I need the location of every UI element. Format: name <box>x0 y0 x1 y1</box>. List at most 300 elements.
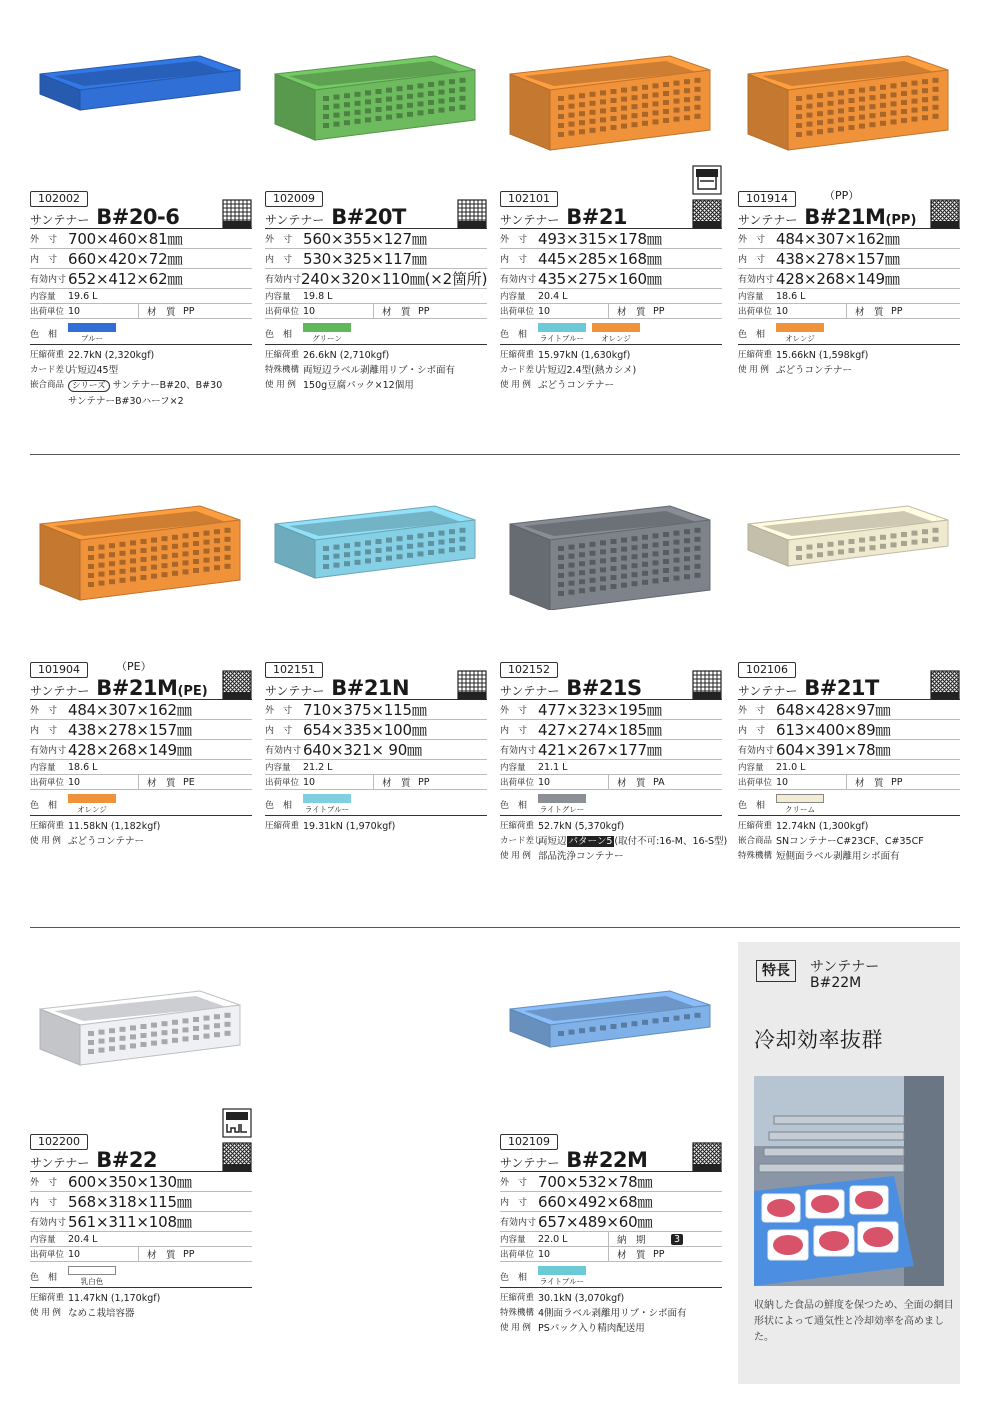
code-row <box>738 658 960 676</box>
unit-label: 出荷単位 <box>738 307 773 317</box>
unit-label: 出荷単位 <box>500 1250 535 1260</box>
lightblue-crate-image <box>265 480 487 610</box>
dimension-value: 560×355×127㎜ <box>303 230 427 248</box>
info-row <box>30 348 252 363</box>
capacity-row <box>500 1232 722 1247</box>
product-card <box>30 1130 252 1321</box>
info-label: 圧縮荷重 <box>30 1293 65 1303</box>
dimension-label: 内 寸 <box>500 255 528 265</box>
unit-row <box>265 775 487 790</box>
info-row <box>738 363 960 378</box>
product-card <box>265 187 487 393</box>
product-photo <box>30 965 252 1095</box>
code-row <box>500 187 722 205</box>
unit-value: 10 <box>303 305 316 317</box>
product-code: 102002 <box>30 191 88 207</box>
material-label: 材 質 <box>382 307 411 318</box>
capacity-value: 18.6 L <box>68 761 98 773</box>
product-photo <box>265 30 487 160</box>
dimension-row <box>30 1212 252 1232</box>
info-value-wrap <box>776 348 868 363</box>
info-row <box>500 834 728 849</box>
info-label: 特殊機構 <box>738 851 773 861</box>
dimension-label: 有効内寸 <box>265 275 302 285</box>
capacity-value: 19.6 L <box>68 290 98 302</box>
info-list <box>500 816 728 864</box>
dimension-label: 有効内寸 <box>738 746 775 756</box>
material-value: PE <box>183 776 195 788</box>
product-photo <box>738 30 960 160</box>
dimension-value: 438×278×157㎜ <box>776 250 900 268</box>
diagonal-mesh-icon <box>222 670 252 700</box>
dimension-label: 内 寸 <box>30 726 58 736</box>
dimension-value: 530×325×117㎜ <box>303 250 427 268</box>
dimension-label: 有効内寸 <box>500 1218 537 1228</box>
dimension-value: 710×375×115㎜ <box>303 701 427 719</box>
color-name: クリーム <box>785 805 815 814</box>
info-list <box>265 816 487 834</box>
capacity-row <box>500 760 722 775</box>
grid-mesh-icon <box>692 670 722 700</box>
dimension-row <box>265 269 487 289</box>
info-label: 圧縮荷重 <box>500 1293 535 1303</box>
color-swatch <box>68 1266 116 1287</box>
product-photo <box>500 30 722 160</box>
dimension-row <box>30 1172 252 1192</box>
capacity-row <box>30 1232 252 1247</box>
dimension-value: 561×311×108㎜ <box>68 1213 192 1231</box>
color-row <box>265 319 487 345</box>
info-value: 15.97kN (1,630kgf) <box>538 350 631 361</box>
dimension-value: 484×307×162㎜ <box>68 701 192 719</box>
info-value-wrap <box>538 363 636 378</box>
color-row <box>738 319 960 345</box>
unit-label: 出荷単位 <box>500 307 535 317</box>
dimension-value: 640×321× 90㎜ <box>303 741 422 759</box>
product-card <box>30 187 252 409</box>
info-value-wrap <box>303 819 395 834</box>
dimension-label: 外 寸 <box>30 235 58 245</box>
product-title <box>30 676 252 700</box>
white-crate-image <box>30 965 252 1095</box>
info-label: 嵌合商品 <box>738 836 773 846</box>
dimension-label: 有効内寸 <box>30 1218 67 1228</box>
pattern-tag: パターン5 <box>568 836 613 847</box>
feature-product-name <box>810 959 879 991</box>
material-note: （PP） <box>824 189 860 202</box>
dimension-value: 493×315×178㎜ <box>538 230 662 248</box>
info-value: 12.74kN (1,300kgf) <box>776 821 869 832</box>
info-row <box>500 819 722 834</box>
product-card <box>500 658 728 864</box>
material-label: 材 質 <box>855 778 884 789</box>
unit-value: 10 <box>303 776 316 788</box>
product-name: B#20-6 <box>89 205 180 229</box>
product-code: 102151 <box>265 662 323 678</box>
dimension-label: 外 寸 <box>265 706 293 716</box>
unit-row <box>500 304 722 319</box>
info-label: 圧縮荷重 <box>30 821 65 831</box>
unit-row <box>738 304 960 319</box>
gray-crate-image <box>500 480 722 610</box>
info-label: 使 用 例 <box>500 851 531 861</box>
feature-photo <box>754 1076 944 1286</box>
capacity-row <box>30 289 252 304</box>
dimension-row <box>265 740 487 760</box>
info-value: サンテナーB#20、B#30 <box>112 380 223 391</box>
product-card <box>265 658 487 834</box>
material-note: （PE） <box>116 660 152 673</box>
material-label: 材 質 <box>617 778 646 789</box>
product-title <box>738 205 960 229</box>
dimension-row <box>738 720 960 740</box>
dimension-label: 外 寸 <box>30 1178 58 1188</box>
unit-value: 10 <box>68 1248 81 1260</box>
color-bar <box>68 1266 116 1275</box>
capacity-label: 内容量 <box>30 292 56 302</box>
color-swatch <box>538 1266 586 1287</box>
unit-label: 出荷単位 <box>30 307 65 317</box>
capacity-row <box>30 760 252 775</box>
info-row <box>738 834 960 849</box>
color-swatch <box>776 794 824 815</box>
cell-divider <box>373 775 374 790</box>
info-row <box>500 378 722 393</box>
info-list <box>500 345 722 393</box>
info-value-wrap <box>68 363 118 378</box>
info-value-wrap <box>303 378 414 393</box>
color-bar <box>592 323 640 332</box>
capacity-label: 内容量 <box>30 763 56 773</box>
code-row <box>500 1130 722 1148</box>
color-swatch <box>68 323 116 344</box>
info-row <box>738 849 960 864</box>
capacity-label: 内容量 <box>30 1235 56 1245</box>
info-list <box>500 1288 722 1336</box>
material-value: PP <box>418 776 430 788</box>
dimension-value: 435×275×160㎜ <box>538 270 662 288</box>
dimension-value: 604×391×78㎜ <box>776 741 891 759</box>
dimension-value: 438×278×157㎜ <box>68 721 192 739</box>
product-prefix: サンテナー <box>30 1156 90 1170</box>
dimension-value: 428×268×149㎜ <box>776 270 900 288</box>
product-code: 102109 <box>500 1134 558 1150</box>
color-label: 色 相 <box>500 330 528 340</box>
info-value: 30.1kN (3,070kgf) <box>538 1293 625 1304</box>
color-label: 色 相 <box>265 330 293 340</box>
info-row <box>500 1291 722 1306</box>
capacity-row <box>500 289 722 304</box>
info-value: 52.7kN (5,370kgf) <box>538 821 625 832</box>
material-label: 材 質 <box>147 778 176 789</box>
product-card <box>500 1130 722 1336</box>
product-title <box>738 676 960 700</box>
info-continuation: サンテナーB#30ハーフ×2 <box>68 396 184 407</box>
info-value: 部品洗浄コンテナー <box>538 851 624 862</box>
product-name: B#21N <box>324 676 410 700</box>
capacity-label: 内容量 <box>500 1235 526 1245</box>
cream-tray-image <box>738 480 960 610</box>
info-value-wrap <box>68 1306 135 1321</box>
cell-divider <box>608 1247 609 1262</box>
dimension-value: 660×492×68㎜ <box>538 1193 653 1211</box>
product-photo <box>738 480 960 610</box>
product-code: 102200 <box>30 1134 88 1150</box>
info-row <box>30 819 252 834</box>
color-name: グリーン <box>312 334 342 343</box>
cell-divider <box>138 304 139 319</box>
capacity-label: 内容量 <box>500 292 526 302</box>
info-value-wrap <box>68 819 160 834</box>
unit-row <box>265 304 487 319</box>
dimension-label: 内 寸 <box>30 255 58 265</box>
product-prefix: サンテナー <box>500 213 560 227</box>
info-row <box>500 348 722 363</box>
unit-label: 出荷単位 <box>30 778 65 788</box>
dimension-value: 421×267×177㎜ <box>538 741 662 759</box>
color-swatch <box>592 323 640 344</box>
product-name: B#20T <box>324 205 406 229</box>
info-prefix: 両短辺 <box>538 836 567 847</box>
color-bar <box>538 323 586 332</box>
color-bar <box>776 794 824 803</box>
unit-row <box>30 304 252 319</box>
diagonal-mesh-icon <box>692 1142 722 1172</box>
capacity-row <box>265 760 487 775</box>
info-value: 150g豆腐パック×12個用 <box>303 380 414 391</box>
info-label: 特殊機構 <box>500 1308 535 1318</box>
grid-mesh-icon <box>222 199 252 229</box>
material-value: PP <box>183 305 195 317</box>
capacity-label: 内容量 <box>500 763 526 773</box>
info-value-wrap <box>538 1291 624 1306</box>
info-label: カード差し <box>500 365 543 375</box>
dimension-value: 240×320×110㎜(×2箇所) <box>301 270 488 288</box>
dimension-row <box>500 700 722 720</box>
info-row <box>30 363 252 378</box>
info-label: カード差し <box>500 836 543 846</box>
color-row <box>500 790 722 816</box>
info-label: 圧縮荷重 <box>30 350 65 360</box>
diagonal-mesh-icon <box>930 199 960 229</box>
capacity-row <box>265 289 487 304</box>
cell-divider <box>373 304 374 319</box>
info-row <box>500 363 722 378</box>
product-prefix: サンテナー <box>30 213 90 227</box>
product-title <box>500 205 722 229</box>
code-row <box>265 187 487 205</box>
capacity-value: 18.6 L <box>776 290 806 302</box>
dimension-label: 外 寸 <box>30 706 58 716</box>
color-name: ライトブルー <box>539 334 585 343</box>
info-label: 使 用 例 <box>500 1323 531 1333</box>
info-value-wrap <box>538 834 727 849</box>
dimension-value: 700×460×81㎜ <box>68 230 183 248</box>
product-title <box>30 205 252 229</box>
feature-description: 収納した食品の鮮度を保つため、全面の網目形状によって通気性と冷却効率を高めました。 <box>754 1300 954 1343</box>
material-label: 材 質 <box>617 1250 646 1261</box>
color-swatch <box>303 794 351 815</box>
info-value: なめこ栽培容器 <box>68 1308 135 1319</box>
info-value: ぶどうコンテナー <box>68 836 145 847</box>
product-prefix: サンテナー <box>500 684 560 698</box>
info-row <box>30 1291 252 1306</box>
dimension-value: 660×420×72㎜ <box>68 250 183 268</box>
color-bar <box>68 323 116 332</box>
dimension-value: 657×489×60㎜ <box>538 1213 653 1231</box>
info-value-wrap <box>538 819 624 834</box>
dimension-row <box>265 720 487 740</box>
color-label: 色 相 <box>30 801 58 811</box>
capacity-value: 19.8 L <box>303 290 333 302</box>
cell-divider <box>608 775 609 790</box>
unit-value: 10 <box>68 776 81 788</box>
cell-divider <box>138 775 139 790</box>
color-swatch <box>303 323 351 344</box>
unit-value: 10 <box>68 305 81 317</box>
dimension-label: 内 寸 <box>500 726 528 736</box>
color-swatch <box>68 794 116 815</box>
info-row <box>30 1306 252 1321</box>
color-label: 色 相 <box>738 801 766 811</box>
info-value: 短側面ラベル剥離用シボ面有 <box>776 851 900 862</box>
color-name: オレンジ <box>785 334 815 343</box>
info-value: 26.6kN (2,710kgf) <box>303 350 390 361</box>
info-value-wrap <box>303 348 389 363</box>
info-value: SNコンテナーC#23CF、C#35CF <box>776 836 924 847</box>
info-row <box>738 348 960 363</box>
info-row <box>265 348 487 363</box>
code-row <box>265 658 487 676</box>
capacity-label: 内容量 <box>265 763 291 773</box>
dimension-label: 外 寸 <box>500 235 528 245</box>
unit-label: 出荷単位 <box>265 307 300 317</box>
color-row <box>30 1262 252 1288</box>
capacity-value: 20.4 L <box>68 1233 98 1245</box>
info-label: 使 用 例 <box>30 836 61 846</box>
info-value-wrap <box>68 378 222 394</box>
dimension-row <box>500 1192 722 1212</box>
cell-divider <box>846 304 847 319</box>
info-value-wrap <box>68 834 144 849</box>
info-label: 使 用 例 <box>265 380 296 390</box>
dimension-label: 内 寸 <box>30 1198 58 1208</box>
code-row <box>500 658 722 676</box>
unit-row <box>30 775 252 790</box>
info-row <box>30 834 252 849</box>
unit-value: 10 <box>538 776 551 788</box>
dimension-row <box>30 229 252 249</box>
feature-name-line1: サンテナー <box>810 959 880 975</box>
material-label: 材 質 <box>147 1250 176 1261</box>
color-label: 色 相 <box>30 1273 58 1283</box>
color-row <box>500 319 722 345</box>
product-name: B#21 <box>559 205 628 229</box>
info-label: カード差し <box>30 365 73 375</box>
dimension-row <box>500 249 722 269</box>
product-card <box>500 187 722 393</box>
info-label: 圧縮荷重 <box>500 350 535 360</box>
info-value: 15.66kN (1,598kgf) <box>776 350 869 361</box>
product-suffix: (PP) <box>885 213 917 228</box>
product-photo <box>30 480 252 610</box>
info-row <box>500 849 722 864</box>
blue-tray-image <box>30 30 252 160</box>
staggered-stack-icon <box>222 1108 252 1138</box>
info-value: 4側面ラベル剥離用リブ・シボ面有 <box>538 1308 687 1319</box>
code-row <box>30 658 252 676</box>
info-list <box>30 816 252 849</box>
dimension-row <box>265 229 487 249</box>
dimension-label: 有効内寸 <box>500 746 537 756</box>
color-bar <box>538 794 586 803</box>
info-row <box>265 378 487 393</box>
dimension-row <box>30 720 252 740</box>
feature-headline: 冷却効率抜群 <box>754 1028 883 1052</box>
product-name: B#22 <box>89 1148 158 1172</box>
capacity-value: 22.0 L <box>538 1233 568 1245</box>
info-row <box>265 363 487 378</box>
info-value: 19.31kN (1,970kgf) <box>303 821 396 832</box>
product-title <box>30 1148 252 1172</box>
dimension-label: 有効内寸 <box>30 746 67 756</box>
dimension-row <box>738 740 960 760</box>
unit-row <box>738 775 960 790</box>
code-row <box>738 187 960 205</box>
info-value: ぶどうコンテナー <box>538 380 615 391</box>
color-swatch <box>776 323 824 344</box>
unit-label: 出荷単位 <box>265 778 300 788</box>
info-row <box>265 819 487 834</box>
dimension-value: 428×268×149㎜ <box>68 741 192 759</box>
grid-mesh-icon <box>457 670 487 700</box>
color-name: 乳白色 <box>80 1277 104 1286</box>
color-name: ライトブルー <box>539 1277 585 1286</box>
info-label: 圧縮荷重 <box>738 821 773 831</box>
product-prefix: サンテナー <box>265 213 325 227</box>
product-photo <box>500 965 722 1095</box>
info-value-wrap <box>776 363 852 378</box>
unit-row <box>500 1247 722 1262</box>
product-title <box>500 1148 722 1172</box>
product-card <box>738 658 960 864</box>
info-value-wrap <box>776 819 868 834</box>
capacity-label: 内容量 <box>738 292 764 302</box>
color-label: 色 相 <box>500 1273 528 1283</box>
orange-crate-image <box>500 30 722 160</box>
color-name: ブルー <box>80 334 104 343</box>
product-prefix: サンテナー <box>500 1156 560 1170</box>
product-photo <box>30 30 252 160</box>
product-prefix: サンテナー <box>30 684 90 698</box>
dimension-value: 568×318×115㎜ <box>68 1193 192 1211</box>
product-name: B#21S <box>559 676 642 700</box>
info-value: 11.58kN (1,182kgf) <box>68 821 161 832</box>
product-prefix: サンテナー <box>738 684 798 698</box>
info-value: (取付不可:16-M、16-S型) <box>614 836 728 847</box>
info-label: 圧縮荷重 <box>500 821 535 831</box>
info-value-wrap <box>776 834 924 849</box>
dimension-value: 652×412×62㎜ <box>68 270 183 288</box>
material-value: PP <box>653 305 665 317</box>
material-label: 材 質 <box>382 778 411 789</box>
product-prefix: サンテナー <box>738 213 798 227</box>
dimension-label: 内 寸 <box>265 726 293 736</box>
dimension-label: 外 寸 <box>500 1178 528 1188</box>
dimension-label: 有効内寸 <box>738 275 775 285</box>
capacity-value: 21.1 L <box>538 761 568 773</box>
dimension-label: 有効内寸 <box>500 275 537 285</box>
